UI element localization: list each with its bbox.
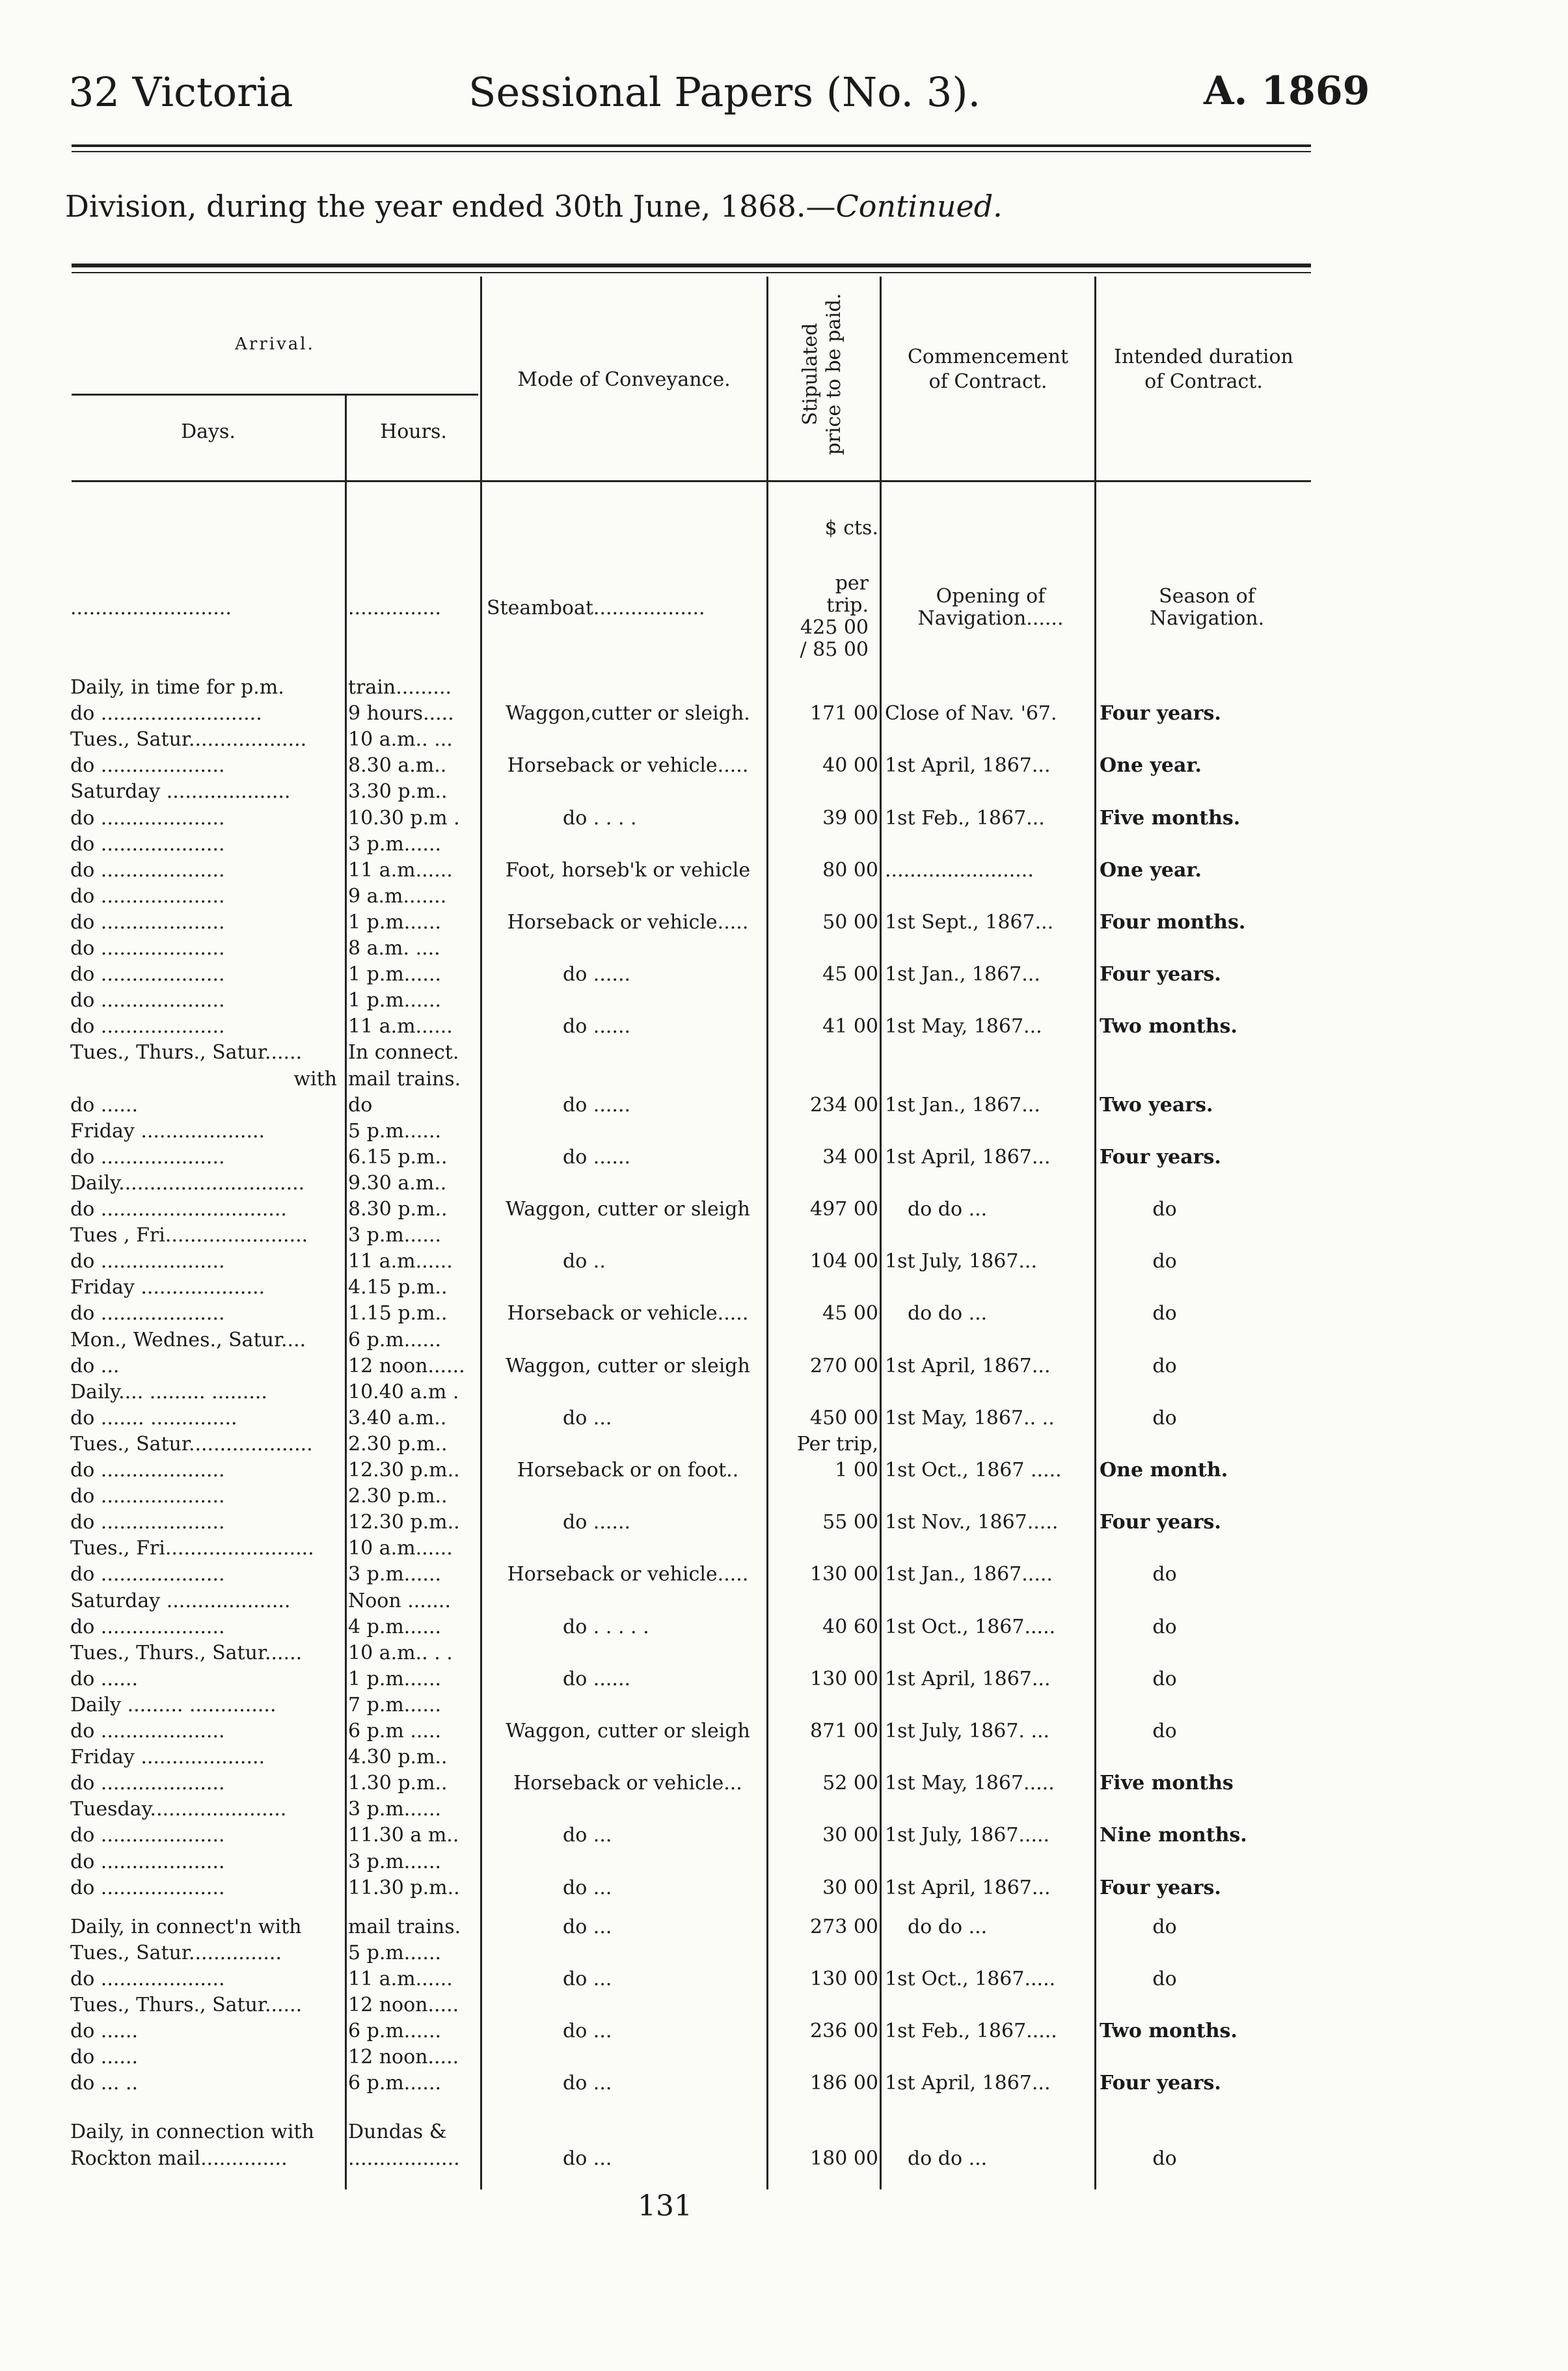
arrival-underline — [72, 394, 478, 396]
cell-comm: do do ... — [908, 2147, 988, 2170]
cell-days: do .................... — [70, 1511, 225, 1534]
col-divider-hours — [345, 394, 347, 2189]
cell-days: do .................... — [70, 989, 225, 1012]
cell-price: 40 00 — [822, 754, 878, 778]
col-header-comm-l1: Commencement — [907, 345, 1069, 368]
cell-dur: Four years. — [1100, 1876, 1221, 1899]
cell-comm: 1st Feb., 1867..... — [885, 2020, 1057, 2043]
cell-dur: do — [1152, 1563, 1177, 1586]
units-label: $ cts. — [824, 517, 878, 539]
cell-hours: 11.30 p.m.. — [348, 1876, 460, 1899]
cell-dur: One month. — [1100, 1459, 1228, 1482]
cell-dur: Nine months. — [1100, 1824, 1247, 1847]
cell-days: Daily.... ......... ......... — [70, 1380, 267, 1403]
cell-days: do .................... — [70, 1772, 225, 1795]
cell-days: do ... — [70, 1354, 120, 1377]
cell-price: 130 00 — [810, 1563, 878, 1586]
cell-mode: Horseback or vehicle..... — [507, 1302, 749, 1325]
cell-days: Tues., Satur............... — [70, 1941, 282, 1964]
cell-dur: do — [1152, 1302, 1177, 1325]
cell-price: Per trip, — [796, 1432, 878, 1456]
cell-hours: 12.30 p.m.. — [348, 1511, 460, 1534]
cell-dur: do — [1152, 1406, 1177, 1429]
cell-days: do .................... — [70, 1015, 225, 1038]
cell-price: 80 00 — [822, 858, 878, 882]
cell-mode: Horseback or vehicle..... — [507, 910, 749, 934]
header-bottom-rule — [72, 480, 1311, 482]
cell-mode: do ...... — [563, 1145, 631, 1169]
cell-mode: do ... — [563, 1824, 612, 1847]
cell-hours: 3.30 p.m.. — [348, 780, 448, 804]
col-divider-dur — [1094, 277, 1096, 2189]
cell-dur: do — [1152, 1250, 1177, 1273]
cell-hours: 5 p.m...... — [348, 1941, 442, 1964]
cell-comm: 1st May, 1867... — [885, 1015, 1042, 1038]
col-header-dur-l2: of Contract. — [1144, 370, 1263, 393]
cell-dur: do — [1152, 1615, 1177, 1638]
cell-days: do .................... — [70, 858, 225, 882]
cell-mode: do . . . . . — [563, 1615, 649, 1638]
cell-dur: Four years. — [1100, 702, 1221, 725]
cell-days: do ... .. — [70, 2072, 139, 2095]
cell-days: do .......................... — [70, 702, 262, 725]
cell-days: Rockton mail.............. — [70, 2147, 288, 2170]
cell-days: Tues., Thurs., Satur...... — [70, 1994, 303, 2016]
table-top-rule-thin — [72, 272, 1311, 273]
cell-days: do .................... — [70, 937, 225, 960]
cell-days: do ...... — [70, 2020, 139, 2043]
cell-comm: 1st Sept., 1867... — [885, 910, 1054, 934]
cell-mode: Horseback or vehicle..... — [507, 754, 749, 778]
cell-mode: Waggon, cutter or sleigh — [506, 1198, 750, 1221]
cell-days: Tues., Satur................... — [70, 728, 307, 752]
cell-hours: .................. — [348, 2147, 460, 2170]
cell-hours: ............... — [348, 597, 442, 619]
cell-hours: 12 noon..... — [348, 2046, 459, 2069]
cell-price: 1 00 — [835, 1459, 878, 1482]
cell-hours: 1.15 p.m.. — [348, 1302, 448, 1325]
cell-days: do .................... — [70, 910, 225, 934]
cell-price: 40 60 — [822, 1615, 878, 1638]
cell-hours: train......... — [348, 676, 452, 699]
cell-mode: do ... — [563, 1967, 612, 1990]
cell-mode: do .. — [563, 1250, 606, 1273]
col-header-arrival: Arrival. — [235, 334, 315, 354]
cell-days: do .................... — [70, 1563, 225, 1586]
col-header-mode: Mode of Conveyance. — [517, 368, 731, 391]
cell-hours: 6 p.m...... — [348, 2072, 442, 2095]
subtitle-text: Division, during the year ended 30th June, 1868.— — [65, 189, 836, 224]
cell-days: do .................... — [70, 1459, 225, 1482]
cell-hours: 12 noon...... — [348, 1354, 465, 1377]
cell-days: do .................... — [70, 1850, 225, 1873]
cell-hours: mail trains. — [348, 1067, 461, 1091]
cell-hours: 9 a.m....... — [348, 884, 447, 908]
cell-days: do .................... — [70, 1824, 225, 1847]
cell-days: Friday .................... — [70, 1746, 265, 1769]
cell-hours: do — [348, 1093, 373, 1117]
cell-comm: 1st Feb., 1867... — [885, 806, 1045, 830]
cell-days: .......................... — [70, 597, 232, 619]
cell-comm: 1st May, 1867.. .. — [885, 1406, 1055, 1429]
cell-comm: 1st April, 1867... — [885, 2072, 1051, 2095]
cell-comm: 1st July, 1867... — [885, 1250, 1038, 1273]
cell-days: Mon., Wednes., Satur.... — [70, 1328, 306, 1351]
cell-mode: do ...... — [563, 1093, 631, 1117]
cell-hours: 12.30 p.m.. — [348, 1459, 460, 1482]
cell-comm: do do ... — [908, 1915, 988, 1938]
cell-hours: 11 a.m...... — [348, 1250, 453, 1273]
cell-hours: 4 p.m...... — [348, 1615, 442, 1638]
header-rule-thick — [72, 144, 1311, 147]
cell-comm: 1st April, 1867... — [885, 1354, 1051, 1377]
cell-price: 236 00 — [810, 2020, 878, 2043]
cell-price: 55 00 — [822, 1511, 878, 1534]
cell-days: do .................... — [70, 754, 225, 778]
header-left: 32 Victoria — [68, 68, 293, 116]
cell-comm: do do ... — [908, 1198, 988, 1221]
cell-mode: do ... — [563, 1406, 612, 1429]
cell-days: do .................... — [70, 1720, 225, 1742]
col-header-dur-l1: Intended duration — [1114, 345, 1293, 368]
cell-comm: 1st Oct., 1867 ..... — [885, 1459, 1062, 1482]
cell-dur: do — [1152, 1198, 1177, 1221]
cell-days: do .................... — [70, 1876, 225, 1899]
col-header-commencement — [882, 345, 1094, 394]
cell-hours: 6 p.m...... — [348, 1328, 442, 1351]
cell-comm: 1st April, 1867... — [885, 1876, 1051, 1899]
cell-days: do .................... — [70, 963, 225, 986]
cell-hours: 4.30 p.m.. — [348, 1746, 448, 1769]
cell-dur: do — [1152, 1720, 1177, 1742]
cell-price: per trip. 425 00 / 85 00 — [800, 572, 869, 661]
cell-price: 45 00 — [822, 1302, 878, 1325]
cell-mode: Waggon, cutter or sleigh — [506, 1354, 750, 1377]
cell-days: Saturday .................... — [70, 1589, 291, 1612]
cell-hours: 3 p.m...... — [348, 1224, 442, 1247]
cell-price: 130 00 — [810, 1667, 878, 1690]
cell-days: Daily ......... .............. — [70, 1693, 277, 1716]
cell-price: 234 00 — [810, 1093, 878, 1117]
cell-mode: Horseback or on foot.. — [517, 1459, 739, 1482]
cell-dur: do — [1152, 1967, 1177, 1990]
cell-price: 270 00 — [810, 1354, 878, 1377]
cell-hours: 10 a.m...... — [348, 1537, 453, 1560]
cell-hours: 11 a.m...... — [348, 858, 453, 882]
cell-hours: In connect. — [348, 1041, 459, 1064]
col-header-price-l1: Stipulated — [799, 323, 822, 426]
cell-price: 30 00 — [822, 1876, 878, 1899]
cell-mode: do . . . . — [563, 806, 637, 830]
cell-days: do ...... — [70, 1667, 139, 1690]
cell-days: do .................... — [70, 1967, 225, 1990]
cell-mode: Horseback or vehicle..... — [507, 1563, 749, 1586]
cell-days: Daily, in time for p.m. — [70, 676, 284, 699]
cell-days: do .................... — [70, 1485, 225, 1508]
cell-price: 171 00 — [810, 702, 878, 725]
cell-hours: 8 a.m. .... — [348, 937, 440, 960]
cell-days: do .................... — [70, 884, 225, 908]
header-center: Sessional Papers (No. 3). — [468, 68, 981, 116]
cell-hours: 3 p.m...... — [348, 1798, 442, 1821]
cell-mode: Waggon,cutter or sleigh. — [506, 702, 750, 725]
cell-days: do ...... — [70, 1093, 139, 1117]
header-rule-thin — [72, 151, 1311, 152]
cell-days: do .................... — [70, 1250, 225, 1273]
cell-comm: 1st Oct., 1867..... — [885, 1967, 1056, 1990]
cell-hours: 10 a.m.. . . — [348, 1641, 453, 1664]
cell-price: 450 00 — [810, 1406, 878, 1429]
cell-days: Daily, in connection with — [70, 2120, 314, 2144]
cell-mode: do ... — [563, 2072, 612, 2095]
cell-days: do .................... — [70, 806, 225, 830]
cell-hours: 8.30 p.m.. — [348, 1198, 448, 1221]
cell-dur: Four years. — [1100, 963, 1221, 986]
cell-hours: 6 p.m ..... — [348, 1720, 442, 1742]
cell-hours: 2.30 p.m.. — [348, 1432, 448, 1456]
cell-hours: 2.30 p.m.. — [348, 1485, 448, 1508]
cell-comm: 1st April, 1867... — [885, 1667, 1051, 1690]
cell-hours: 1 p.m...... — [348, 963, 442, 986]
cell-mode: do ...... — [563, 963, 631, 986]
cell-comm: 1st Jan., 1867... — [885, 1093, 1040, 1117]
cell-price: 30 00 — [822, 1824, 878, 1847]
cell-days: do .............................. — [70, 1198, 287, 1221]
cell-price: 497 00 — [810, 1198, 878, 1221]
cell-comm: 1st April, 1867... — [885, 754, 1051, 778]
cell-price: 50 00 — [822, 910, 878, 934]
cell-mode: do ...... — [563, 1015, 631, 1038]
cell-dur: do — [1152, 1667, 1177, 1690]
cell-days: Daily, in connect'n with — [70, 1915, 302, 1938]
cell-hours: 6 p.m...... — [348, 2020, 442, 2043]
cell-hours: Noon ....... — [348, 1589, 451, 1612]
cell-hours: 9 hours..... — [348, 702, 454, 725]
cell-price: 871 00 — [810, 1720, 878, 1742]
cell-days: do .................... — [70, 1615, 225, 1638]
cell-dur: One year. — [1100, 858, 1202, 882]
cell-price: 130 00 — [810, 1967, 878, 1990]
cell-comm: 1st Oct., 1867..... — [885, 1615, 1056, 1638]
cell-hours: Dundas & — [348, 2120, 447, 2144]
header-right: A. 1869 — [1204, 68, 1370, 114]
col-header-price — [799, 270, 846, 478]
cell-hours: 1 p.m...... — [348, 989, 442, 1012]
cell-mode: Steamboat.................. — [487, 597, 705, 619]
cell-comm: Opening of Navigation...... — [917, 585, 1064, 630]
cell-comm: 1st April, 1867... — [885, 1145, 1051, 1169]
cell-comm: do do ... — [908, 1302, 988, 1325]
cell-hours: 10 a.m.. ... — [348, 728, 453, 752]
cell-hours: 12 noon..... — [348, 1994, 459, 2016]
cell-price: 45 00 — [822, 963, 878, 986]
cell-mode: do ...... — [563, 1667, 631, 1690]
cell-days: with — [293, 1067, 337, 1091]
cell-mode: do ... — [563, 1915, 612, 1938]
cell-hours: 11.30 a m.. — [348, 1824, 459, 1847]
col-divider-mode — [480, 277, 482, 2189]
col-divider-price — [766, 277, 768, 2189]
cell-hours: 11 a.m...... — [348, 1015, 453, 1038]
cell-comm: 1st Jan., 1867... — [885, 963, 1040, 986]
cell-dur: Season of Navigation. — [1149, 585, 1265, 630]
col-header-hours: Hours. — [380, 420, 447, 443]
cell-mode: do ... — [563, 2147, 612, 2170]
cell-price: 104 00 — [810, 1250, 878, 1273]
cell-hours: 7 p.m...... — [348, 1693, 442, 1716]
cell-hours: 3 p.m...... — [348, 1563, 442, 1586]
cell-price: 180 00 — [810, 2147, 878, 2170]
cell-comm: 1st Jan., 1867..... — [885, 1563, 1053, 1586]
cell-hours: 1 p.m...... — [348, 910, 442, 934]
cell-hours: 1 p.m...... — [348, 1667, 442, 1690]
cell-hours: 4.15 p.m.. — [348, 1276, 448, 1299]
cell-dur: Two months. — [1100, 2020, 1237, 2043]
cell-mode: Waggon, cutter or sleigh — [506, 1720, 750, 1742]
col-divider-comm — [880, 277, 882, 2189]
cell-comm: Close of Nav. '67. — [885, 702, 1057, 725]
cell-hours: 5 p.m...... — [348, 1119, 442, 1143]
cell-hours: 11 a.m...... — [348, 1967, 453, 1990]
cell-dur: Four years. — [1100, 1511, 1221, 1534]
cell-days: Tues., Thurs., Satur...... — [70, 1641, 303, 1664]
cell-days: Tues , Fri....................... — [70, 1224, 308, 1247]
col-header-duration — [1096, 345, 1311, 394]
cell-days: do ....... .............. — [70, 1406, 237, 1429]
subtitle-italic: Continued. — [835, 189, 1003, 224]
cell-days: Friday .................... — [70, 1276, 265, 1299]
cell-price: 186 00 — [810, 2072, 878, 2095]
cell-days: do ...... — [70, 2046, 139, 2069]
cell-hours: mail trains. — [348, 1915, 461, 1938]
cell-days: Tues., Fri........................ — [70, 1537, 314, 1560]
cell-hours: 6.15 p.m.. — [348, 1145, 448, 1169]
cell-hours: 10.30 p.m . — [348, 806, 460, 830]
cell-hours: 3 p.m...... — [348, 832, 442, 856]
cell-mode: do ...... — [563, 1511, 631, 1534]
cell-price: 273 00 — [810, 1915, 878, 1938]
cell-dur: One year. — [1100, 754, 1202, 778]
cell-mode: do ... — [563, 2020, 612, 2043]
col-header-price-l2: price to be paid. — [822, 293, 845, 455]
cell-dur: Four months. — [1100, 910, 1246, 934]
cell-dur: Five months. — [1100, 806, 1241, 830]
cell-mode: Foot, horseb'k or vehicle — [505, 858, 751, 882]
cell-dur: Four years. — [1100, 2072, 1221, 2095]
cell-comm: 1st July, 1867. ... — [885, 1720, 1050, 1742]
cell-price: 39 00 — [822, 806, 878, 830]
cell-hours: 3.40 a.m.. — [348, 1406, 447, 1429]
cell-days: do .................... — [70, 1302, 225, 1325]
cell-days: Saturday .................... — [70, 780, 291, 804]
cell-days: Tues., Satur.................... — [70, 1432, 313, 1456]
table-top-rule — [72, 264, 1311, 267]
cell-days: Tuesday...................... — [70, 1798, 287, 1821]
cell-price: 34 00 — [822, 1145, 878, 1169]
cell-hours: 3 p.m...... — [348, 1850, 442, 1873]
cell-dur: Two months. — [1100, 1015, 1237, 1038]
cell-mode: Horseback or vehicle... — [513, 1772, 742, 1795]
cell-comm: ........................ — [885, 858, 1034, 882]
cell-dur: do — [1152, 1915, 1177, 1938]
cell-days: do .................... — [70, 1145, 225, 1169]
cell-price: 52 00 — [822, 1772, 878, 1795]
cell-hours: 8.30 a.m.. — [348, 754, 447, 778]
cell-days: Friday .................... — [70, 1119, 265, 1143]
cell-hours: 10.40 a.m . — [348, 1380, 459, 1403]
page-number: 131 — [638, 2189, 692, 2223]
cell-dur: Four years. — [1100, 1145, 1221, 1169]
cell-price: 41 00 — [822, 1015, 878, 1038]
cell-dur: do — [1152, 1354, 1177, 1377]
cell-days: Tues., Thurs., Satur...... — [70, 1041, 303, 1064]
cell-mode: do ... — [563, 1876, 612, 1899]
cell-days: Daily.............................. — [70, 1171, 305, 1195]
cell-comm: 1st May, 1867..... — [885, 1772, 1055, 1795]
col-header-days: Days. — [181, 420, 236, 443]
col-header-comm-l2: of Contract. — [928, 370, 1048, 393]
cell-comm: 1st July, 1867..... — [885, 1824, 1050, 1847]
subtitle — [65, 189, 1003, 224]
cell-days: do .................... — [70, 832, 225, 856]
cell-hours: 1.30 p.m.. — [348, 1772, 448, 1795]
cell-dur: Five months — [1100, 1772, 1234, 1795]
cell-dur: do — [1152, 2147, 1177, 2170]
cell-dur: Two years. — [1100, 1093, 1213, 1117]
cell-comm: 1st Nov., 1867..... — [885, 1511, 1059, 1534]
cell-hours: 9.30 a.m.. — [348, 1171, 447, 1195]
